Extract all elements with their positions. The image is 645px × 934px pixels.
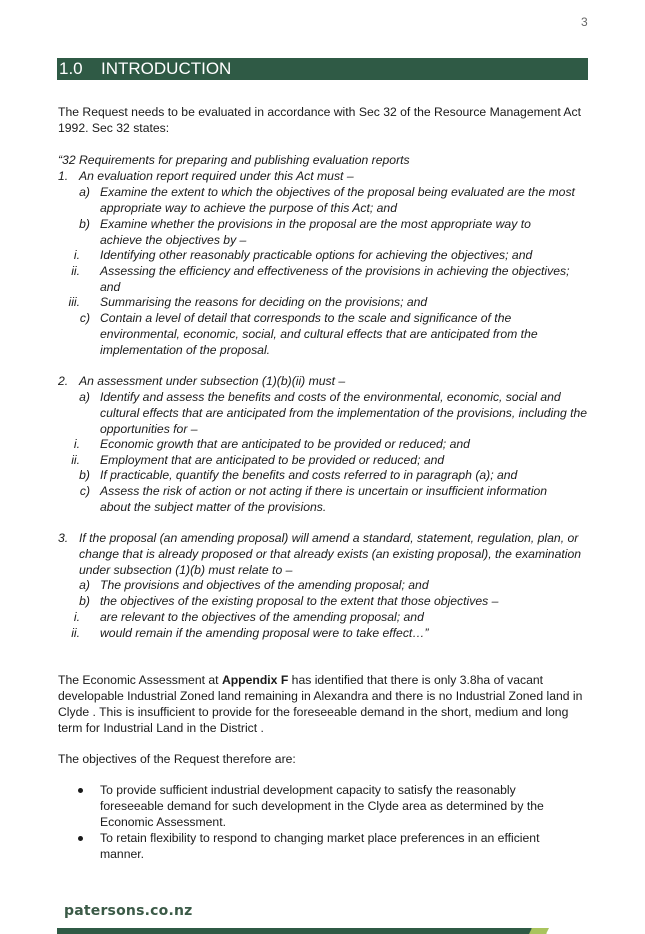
objectives-intro: The objectives of the Request therefore are: (58, 752, 296, 766)
footer-bar (57, 928, 527, 934)
clause1-a-label: a) (79, 185, 90, 199)
clause3-text: If the proposal (an amending proposal) will amend a standard, statement, regulation, plan, or change that is already proposed or that already exists (an existing proposal), the examination under subsection (1)(b) must relate to – (79, 531, 582, 577)
section-title: INTRODUCTION (101, 59, 232, 78)
clause2-ii-label: ii. (71, 453, 80, 467)
clause3-ii-label: ii. (71, 626, 80, 640)
clause2-label: 2. (58, 374, 69, 388)
clause3-a-label: a) (79, 578, 90, 592)
clause1-iii-text: Summarising the reasons for deciding on the provisions; and (100, 295, 428, 309)
clause2-b-text: If practicable, quantify the benefits and costs referred to in paragraph (a); and (100, 468, 518, 482)
clause3-b-label: b) (79, 594, 90, 608)
clause2-i-label: i. (73, 437, 80, 451)
clause2-b-label: b) (79, 468, 90, 482)
section-heading (57, 58, 588, 80)
clause1-c-label: c) (79, 311, 90, 325)
footer-accent-stripe (519, 928, 559, 934)
clause1-ii-text: Assessing the efficiency and effectiveness of the provisions in achieving the objectives; and (100, 264, 570, 294)
clause1-c-text: Contain a level of detail that corresponds to the scale and significance of the environmental, economic, social, and cultural effects that are anticipated from the implementation of the proposal. (100, 311, 538, 357)
clause3-b-text: the objectives of the existing proposal to the extent that those objectives – (100, 594, 499, 608)
clause1-i-label: i. (73, 248, 80, 262)
quote-heading: “32 Requirements for preparing and publishing evaluation reports (58, 153, 410, 167)
clause2-text: An assessment under subsection (1)(b)(ii) must – (79, 374, 346, 388)
clause3-a-text: The provisions and objectives of the amending proposal; and (100, 578, 429, 592)
page-number: 3 (581, 15, 588, 29)
clause2-a-text: Identify and assess the benefits and costs of the environmental, economic, social and cultural effects that are anticipated from the implementation of the provisions, including the opportunities for – (100, 390, 588, 436)
clause2-ii-text: Employment that are anticipated to be provided or reduced; and (100, 453, 445, 467)
clause2-a-label: a) (79, 390, 90, 404)
bullet-dot (78, 836, 83, 841)
clause2-i-text: Economic growth that are anticipated to be provided or reduced; and (100, 437, 470, 451)
clause1-label: 1. (58, 169, 69, 183)
clause1-b-label: b) (79, 217, 90, 231)
economic-paragraph (58, 672, 588, 736)
bullet-dot (78, 788, 83, 793)
clause1-a-text: Examine the extent to which the objectives of the proposal being evaluated are the most appropriate way to achieve the purpose of this Act; and (100, 185, 575, 215)
patersons-logo: patersons.co.nz (64, 903, 193, 919)
clause1-b-text: Examine whether the provisions in the proposal are the most appropriate way to achieve the objectives by – (100, 217, 531, 247)
clause3-i-label: i. (73, 610, 80, 624)
clause1-text: An evaluation report required under this Act must – (79, 169, 354, 183)
clause1-i-text: Identifying other reasonably practicable options for achieving the objectives; and (100, 248, 533, 262)
clause2-c-text: Assess the risk of action or not acting if there is uncertain or insufficient information about the subject matter of the provisions. (100, 484, 548, 514)
clause1-iii-label: iii. (68, 295, 80, 309)
objective-item: To retain flexibility to respond to changing market place preferences in an efficient manner. (100, 831, 540, 861)
section-number: 1.0 (59, 59, 83, 78)
economic-text-after: has identified that there is only 3.8ha of vacant developable Industrial Zoned land remaining in Alexandra and there is no Industrial Zoned land in Clyde . This is insufficient to provide for the foreseeable demand in the short, medium and long term for Industrial Land in the District . (58, 673, 583, 735)
clause3-ii-text: would remain if the amending proposal were to take effect…” (100, 626, 429, 640)
clause3-i-text: are relevant to the objectives of the amending proposal; and (100, 610, 424, 624)
clause1-ii-label: ii. (71, 264, 80, 278)
objective-item: To provide sufficient industrial development capacity to satisfy the reasonably foreseeable demand for such development in the Clyde area as determined by the Economic Assessment. (100, 783, 544, 829)
clause2-c-label: c) (79, 484, 90, 498)
clause3-label: 3. (58, 531, 69, 545)
economic-text-before: The Economic Assessment at (58, 673, 222, 687)
appendix-reference: Appendix F (221, 673, 289, 687)
intro-paragraph: The Request needs to be evaluated in accordance with Sec 32 of the Resource Management Act 1992. Sec 32 states: (58, 105, 582, 135)
